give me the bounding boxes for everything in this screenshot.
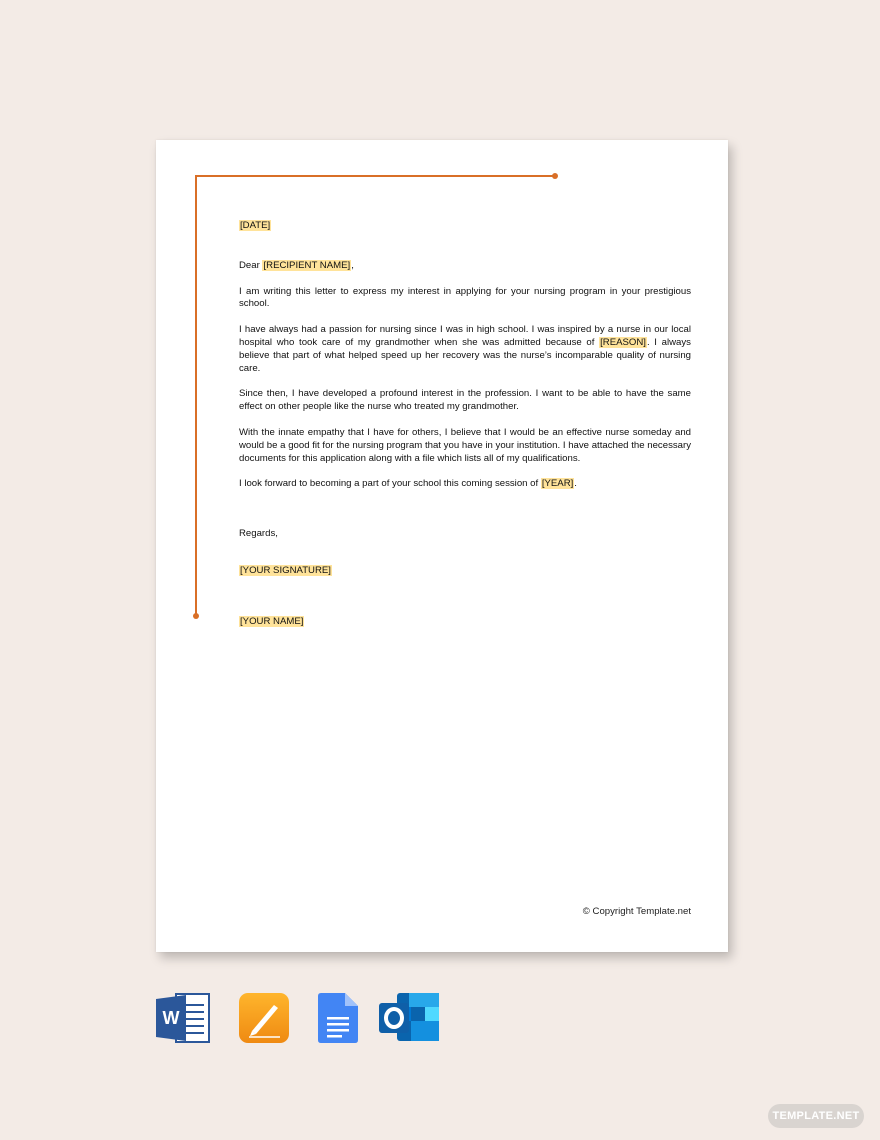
salutation: Dear [239, 259, 260, 271]
decorative-dot [552, 173, 558, 179]
decorative-left-rule [195, 175, 197, 616]
compatible-apps [0, 993, 880, 1045]
signature-placeholder: [YOUR SIGNATURE] [240, 564, 331, 576]
paragraph-passion-end: . I always believe that part of what helped speed up her recovery was the nurse’s incomparable quality of nursing care. [239, 336, 691, 374]
paragraph-closing-end: . [574, 478, 577, 490]
name-placeholder: [YOUR NAME] [240, 615, 304, 627]
letter-body [239, 220, 691, 629]
name-line [239, 616, 691, 629]
paragraph-passion-start: I have always had a passion for nursing since I was in high school. I was inspired by a nurse in our local hospital who took care of my grandmother when she was admitted because of [239, 324, 691, 348]
letter-page [156, 140, 728, 952]
year-placeholder: [YEAR] [541, 478, 574, 490]
reason-placeholder: [REASON] [600, 336, 646, 348]
decorative-dot [193, 613, 199, 619]
salutation-line [239, 260, 691, 273]
paragraph-closing-start: I look forward to becoming a part of your school this coming session of [239, 478, 539, 490]
copyright-notice: © Copyright Template.net [582, 906, 691, 917]
regards-line: Regards, [239, 528, 278, 540]
template-net-watermark: TEMPLATE.NET [768, 1104, 864, 1128]
date-line [239, 220, 691, 233]
svg-text:W: W [162, 1008, 180, 1028]
pages-icon[interactable] [238, 993, 290, 1043]
paragraph-empathy: With the innate empathy that I have for others, I believe that I would be an effective nurse someday and would be a good fit for the nursing program that you have in your institution. I have attached the necessary documents for this application along with a file which lists all of my qualifications. [239, 426, 691, 464]
paragraph-passion [239, 324, 691, 375]
salutation-comma: , [351, 259, 354, 271]
signature-line [239, 565, 691, 578]
paragraph-intro: I am writing this letter to express my interest in applying for your nursing program in your prestigious school. [239, 285, 691, 310]
outlook-icon[interactable] [379, 993, 441, 1043]
google-docs-icon[interactable] [317, 993, 369, 1043]
paragraph-interest: Since then, I have developed a profound interest in the profession. I want to be able to have the same effect on other people like the nurse who treated my grandmother. [239, 388, 691, 413]
word-icon[interactable] [156, 993, 208, 1043]
decorative-top-rule [195, 175, 556, 177]
date-placeholder: [DATE] [240, 220, 271, 231]
recipient-placeholder: [RECIPIENT NAME] [263, 259, 351, 271]
paragraph-closing [239, 478, 691, 491]
